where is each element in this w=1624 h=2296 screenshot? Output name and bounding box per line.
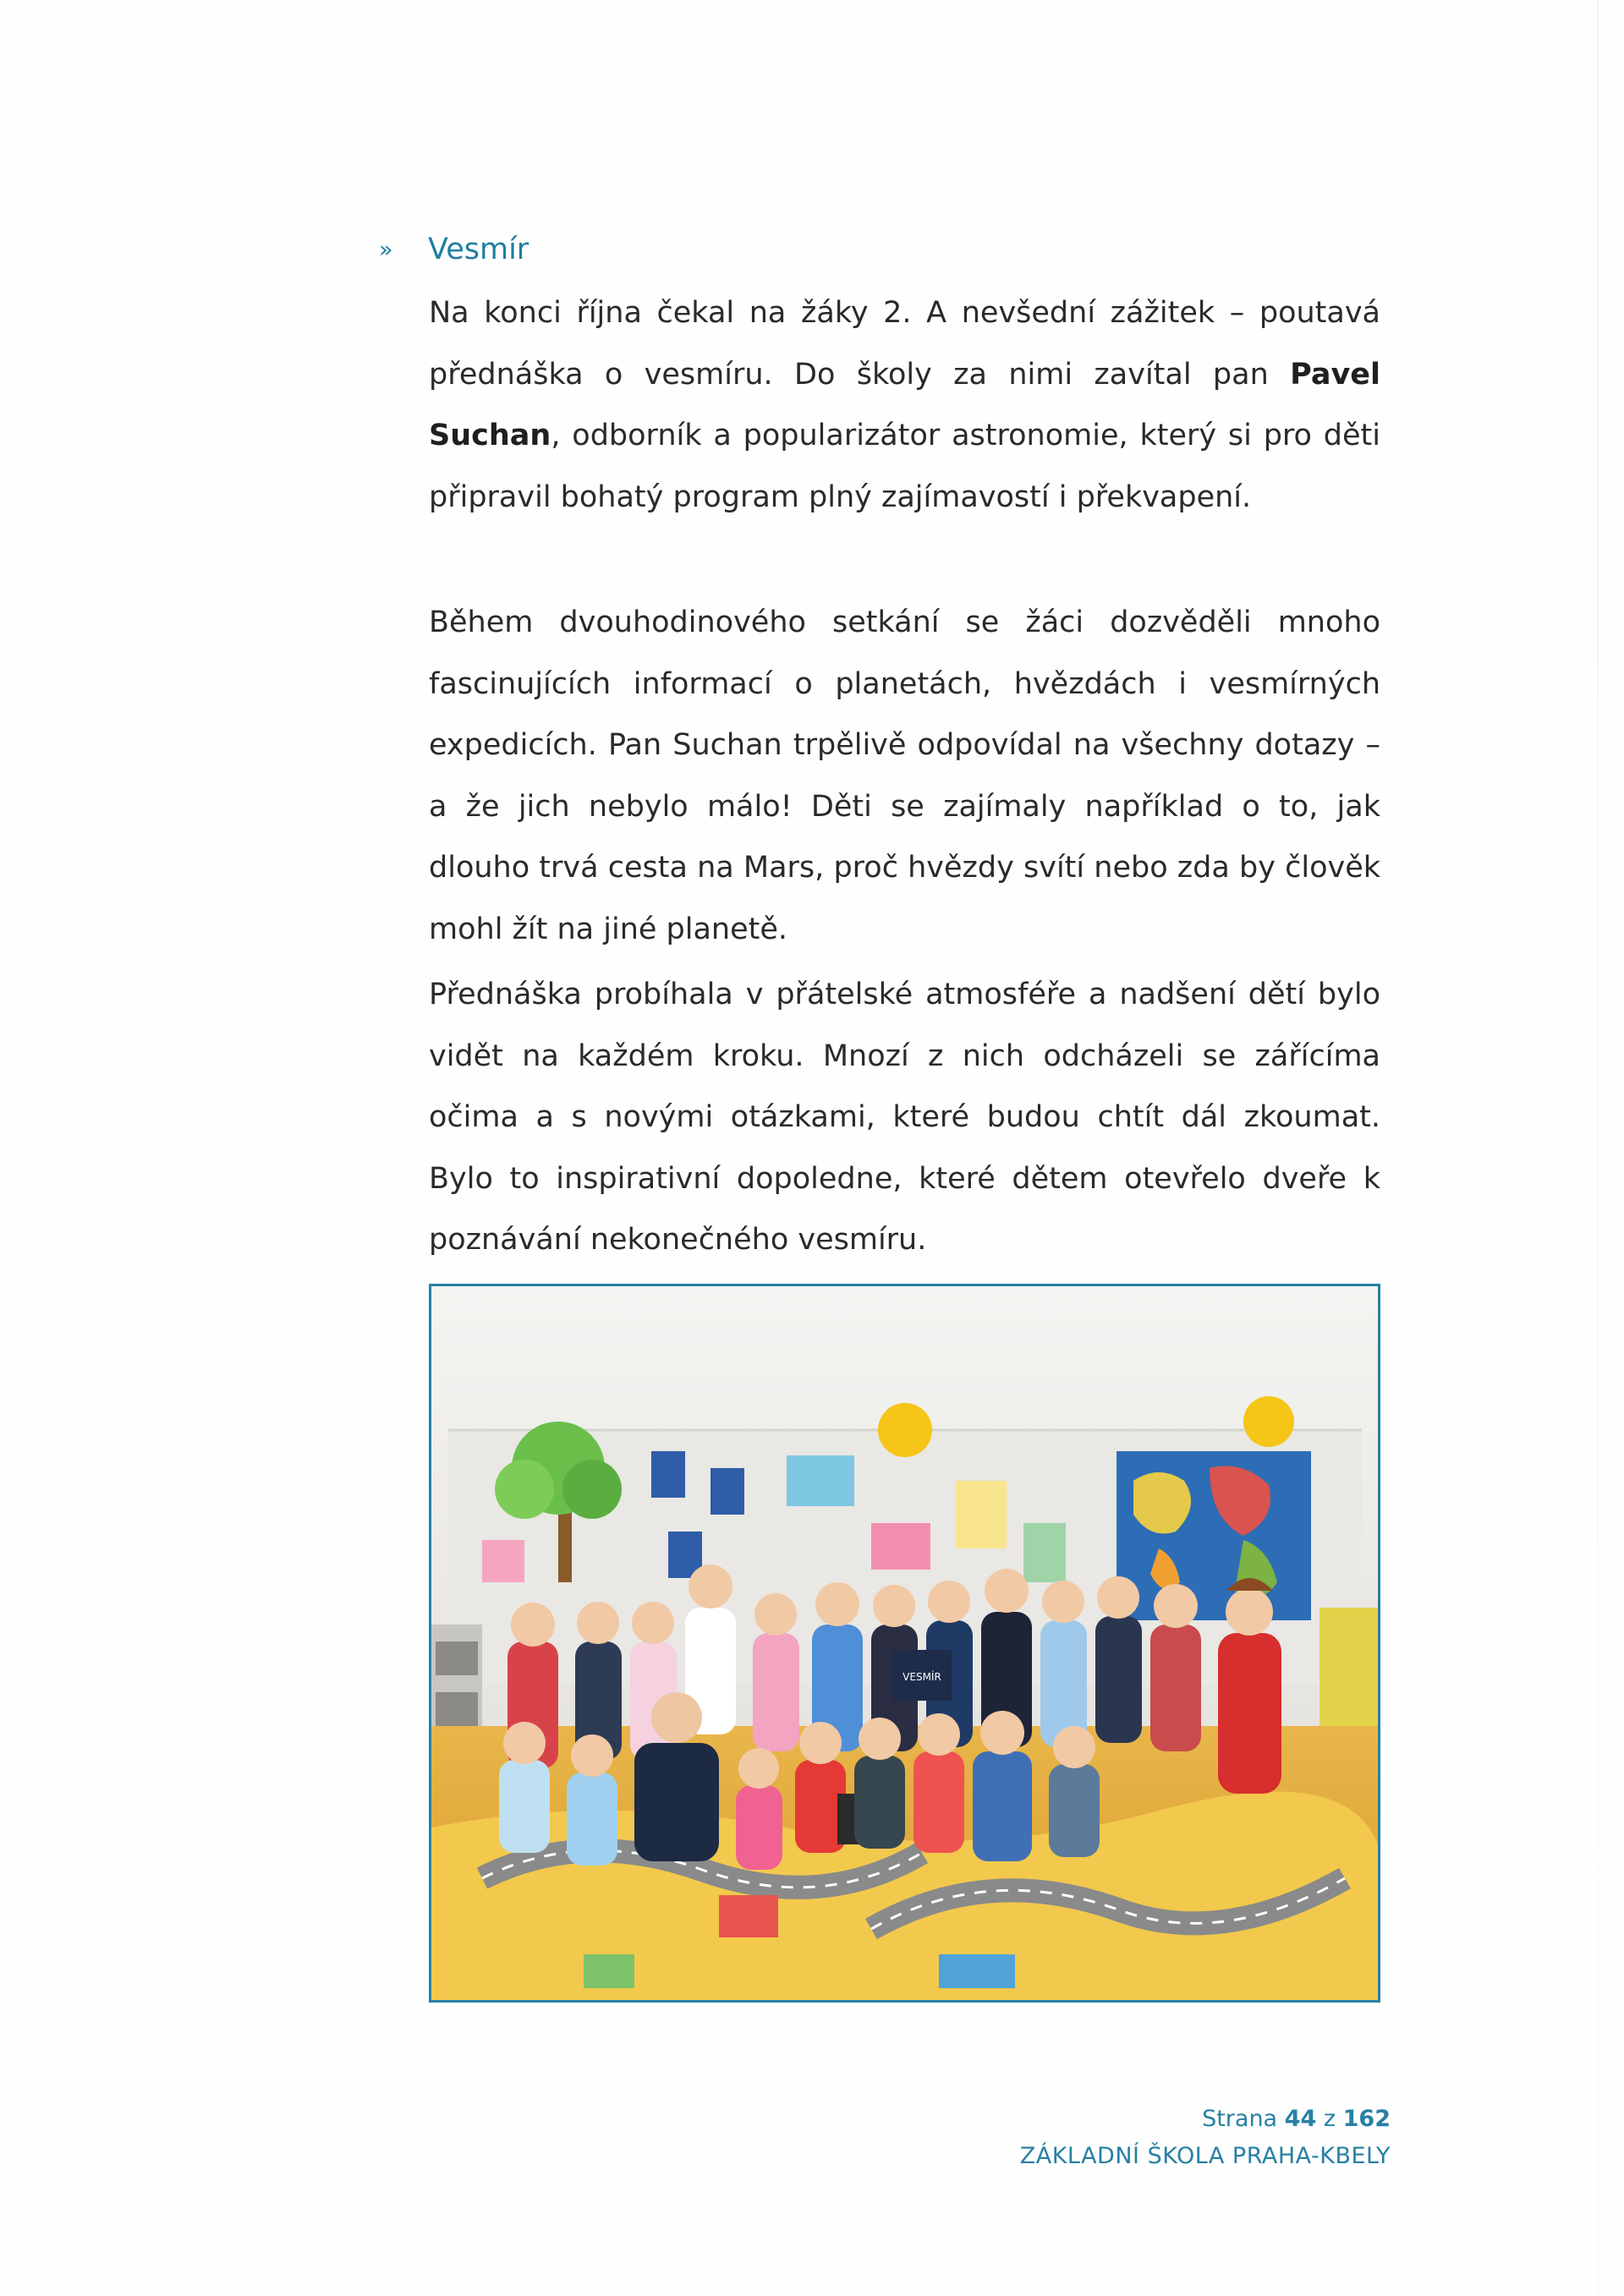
page-current: 44 (1284, 2106, 1317, 2132)
scan-edge (1597, 0, 1599, 2296)
paragraph-2: Během dvouhodinového setkání se žáci dozvěděli mnoho fascinujících informací o planetách, hvězdách i vesmírných expedicích. Pan Suchan trpělivě odpovídal na všechny dotazy – a že jich nebylo málo! Děti se zajímaly například o to, jak dlouho trvá cesta na Mars, proč hvězdy svítí nebo zda by člověk mohl žít na jiné planetě. (429, 606, 1380, 946)
page-number (1202, 2104, 1391, 2134)
section-heading (379, 228, 529, 271)
class-photo-illustration (431, 1286, 1378, 2000)
paragraph-1-text-end: , odborník a popularizátor astronomie, který si pro děti připravil bohatý program plný zajímavostí i překvapení. (429, 419, 1380, 514)
paragraph-1-text-start: Na konci října čekal na žáky 2. A nevšední zážitek – poutavá přednáška o vesmíru. Do školy za nimi zavítal pan (429, 296, 1380, 392)
school-name: ZÁKLADNÍ ŠKOLA PRAHA-KBELY (1019, 2143, 1391, 2169)
speaker-name: Pavel Suchan (429, 357, 1380, 452)
paragraph-1 (429, 282, 1380, 528)
page-prefix: Strana (1202, 2106, 1285, 2132)
poster-text: VESMÍR (903, 1671, 941, 1683)
section-title: Vesmír (428, 233, 529, 266)
class-photo (429, 1284, 1380, 2003)
paragraph-3: Přednáška probíhala v přátelské atmosféře a nadšení dětí bylo vidět na každém kroku. Mnozí z nich odcházeli se zářícíma očima a s novými otázkami, které budou chtít dál zkoumat. Bylo to inspirativní dopoledne, které dětem otevřelo dveře k poznávání nekonečného vesmíru. (429, 978, 1380, 1257)
page-separator: z (1316, 2106, 1343, 2132)
heading-bullet-icon: » (379, 236, 391, 263)
page-total: 162 (1342, 2106, 1391, 2132)
